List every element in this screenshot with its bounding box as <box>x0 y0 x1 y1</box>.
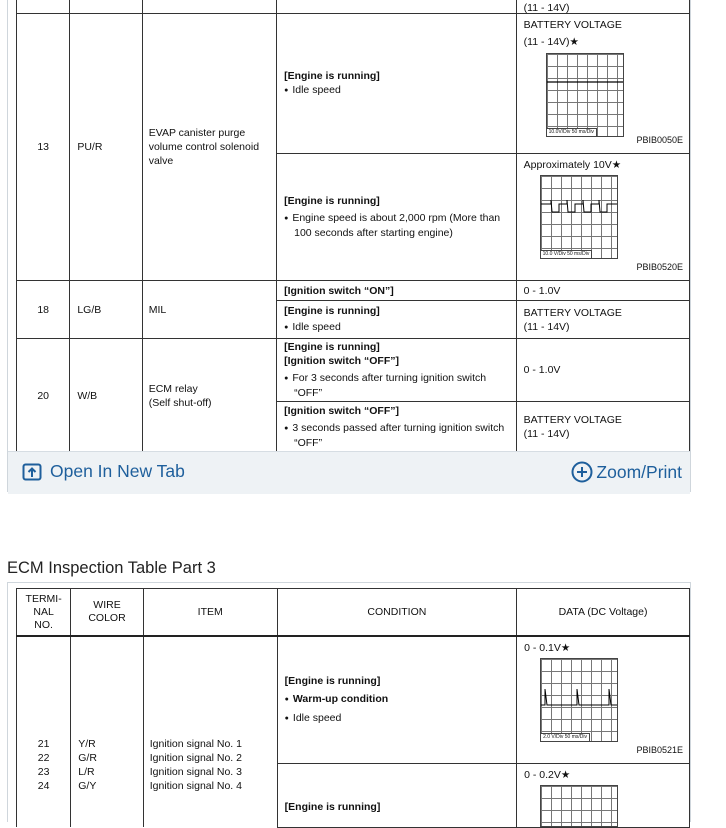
item-name-cell <box>142 339 276 453</box>
wire-color: G/Y <box>78 780 97 792</box>
table-row <box>17 281 690 301</box>
condition-title: [Engine is running] <box>284 800 381 813</box>
condition-cell <box>277 14 517 154</box>
item-name: Ignition signal No. 1 <box>149 738 242 750</box>
wire-color: PU/R <box>70 14 142 281</box>
wire-color-list <box>71 636 144 827</box>
column-header-item: ITEM <box>143 589 277 637</box>
plus-circle-icon <box>571 461 593 483</box>
waveform-trace <box>547 54 623 136</box>
oscilloscope-figure <box>540 658 618 742</box>
data-value: (11 - 14V) <box>523 427 570 440</box>
condition-bullet: ● For 3 seconds after turning ignition switch “OFF” <box>284 371 516 400</box>
oscilloscope-figure <box>546 53 624 137</box>
column-header-condition: CONDITION <box>277 589 516 637</box>
data-cell <box>516 14 689 154</box>
wire-color: G/R <box>78 752 97 764</box>
terminal-number: 20 <box>17 339 70 453</box>
figure-code: PBIB0520E <box>636 262 683 272</box>
item-list <box>143 636 277 827</box>
table-header-row <box>17 589 690 637</box>
condition-title: [Engine is running] <box>284 305 380 317</box>
data-value: BATTERY VOLTAGE <box>523 19 622 31</box>
item-name: ECM relay <box>148 382 198 395</box>
zoom-print-button[interactable] <box>571 461 682 483</box>
figure-action-bar <box>8 451 690 494</box>
terminal-number: 24 <box>37 780 50 792</box>
open-in-new-tab-label: Open In New Tab <box>50 461 185 481</box>
condition-title: [Engine is running] <box>284 674 381 687</box>
data-cell <box>516 301 689 339</box>
figure-code: PBIB0050E <box>636 135 683 145</box>
waveform-trace <box>541 176 617 258</box>
open-new-tab-icon <box>22 463 42 481</box>
condition-bullet: ● Engine speed is about 2,000 rpm (More than 100 seconds after starting engine) <box>284 211 516 240</box>
figure-scale-label: 10.0 V/Div 50 ms/Div <box>541 250 593 258</box>
section-title: ECM Inspection Table Part 3 <box>7 559 216 577</box>
inspection-table-panel-3 <box>7 582 691 822</box>
condition-title: [Engine is running] <box>284 195 380 207</box>
condition-cell <box>277 154 517 281</box>
ecm-inspection-table-part-3 <box>16 588 690 828</box>
condition-cell <box>277 636 516 763</box>
data-value: (11 - 14V) <box>523 320 570 333</box>
condition-bullet: ● 3 seconds passed after turning ignition switch “OFF” <box>284 421 516 450</box>
data-cell <box>517 763 690 827</box>
oscilloscope-figure <box>540 785 618 827</box>
data-value: 0 - 0.2V★ <box>524 768 571 781</box>
data-value: 0 - 0.1V★ <box>524 642 571 654</box>
terminal-number: 13 <box>17 14 70 281</box>
zoom-print-label: Zoom/Print <box>596 461 682 482</box>
inspection-table-panel-2 <box>7 0 691 492</box>
item-name: EVAP canister purge volume control solenoid valve <box>142 14 276 281</box>
wire-color: W/B <box>70 339 142 453</box>
terminal-list <box>17 636 71 827</box>
figure-scale-label: 2.0 V/Div 50 ms/Div <box>541 733 590 741</box>
table-row <box>17 0 690 14</box>
condition-bullet: ● Idle speed <box>284 320 516 335</box>
data-cell <box>516 154 689 281</box>
data-cell <box>516 402 689 453</box>
open-in-new-tab-button[interactable] <box>22 461 185 482</box>
data-value: (11 - 14V)★ <box>523 36 579 48</box>
table-row <box>17 339 690 402</box>
table-row <box>17 14 690 154</box>
data-value: Approximately 10V★ <box>523 159 622 171</box>
ecm-inspection-table-part-2 <box>16 0 690 454</box>
condition-cell <box>277 301 517 339</box>
data-value: 0 - 1.0V <box>516 281 689 301</box>
condition-cell <box>277 339 517 402</box>
data-value: BATTERY VOLTAGE <box>523 306 622 319</box>
wire-color: LG/B <box>70 281 142 339</box>
wire-color: Y/R <box>78 738 96 750</box>
condition-cell <box>277 402 517 453</box>
condition-cell <box>277 763 516 827</box>
condition-bullet: ● Warm-up condition <box>285 690 516 709</box>
condition-bullet: ● Idle speed <box>285 709 516 728</box>
oscilloscope-figure <box>540 175 618 259</box>
data-value: (11 - 14V) <box>523 2 570 14</box>
condition-cell <box>277 281 517 301</box>
item-name: Ignition signal No. 4 <box>149 780 242 792</box>
condition-title: [Engine is running] <box>284 70 380 82</box>
table-row <box>17 636 690 763</box>
column-header-terminal: TERMI- NAL NO. <box>17 589 71 637</box>
data-value: BATTERY VOLTAGE <box>523 413 622 426</box>
terminal-number: 23 <box>37 766 50 778</box>
terminal-number: 22 <box>37 752 50 764</box>
data-cell <box>517 636 690 763</box>
wire-color: L/R <box>78 766 95 778</box>
condition-title: [Ignition switch “OFF”] <box>284 355 400 367</box>
item-name: Ignition signal No. 3 <box>149 766 242 778</box>
column-header-data: DATA (DC Voltage) <box>517 589 690 637</box>
terminal-number: 18 <box>17 281 70 339</box>
condition-bullet: ● Idle speed <box>284 83 516 98</box>
figure-code: PBIB0521E <box>636 744 683 755</box>
data-value: 0 - 1.0V <box>516 339 689 402</box>
column-header-wire-color: WIRE COLOR <box>71 589 144 637</box>
item-name: MIL <box>142 281 276 339</box>
condition-title: [Ignition switch “ON”] <box>284 284 394 297</box>
terminal-number: 21 <box>37 738 50 750</box>
condition-title: [Ignition switch “OFF”] <box>284 404 400 417</box>
item-name: (Self shut-off) <box>148 396 212 409</box>
waveform-trace <box>541 659 617 741</box>
item-name: Ignition signal No. 2 <box>149 752 242 764</box>
figure-scale-label: 10.0V/Div 50 ms/Div <box>547 128 597 136</box>
condition-title: [Engine is running] <box>284 341 380 353</box>
